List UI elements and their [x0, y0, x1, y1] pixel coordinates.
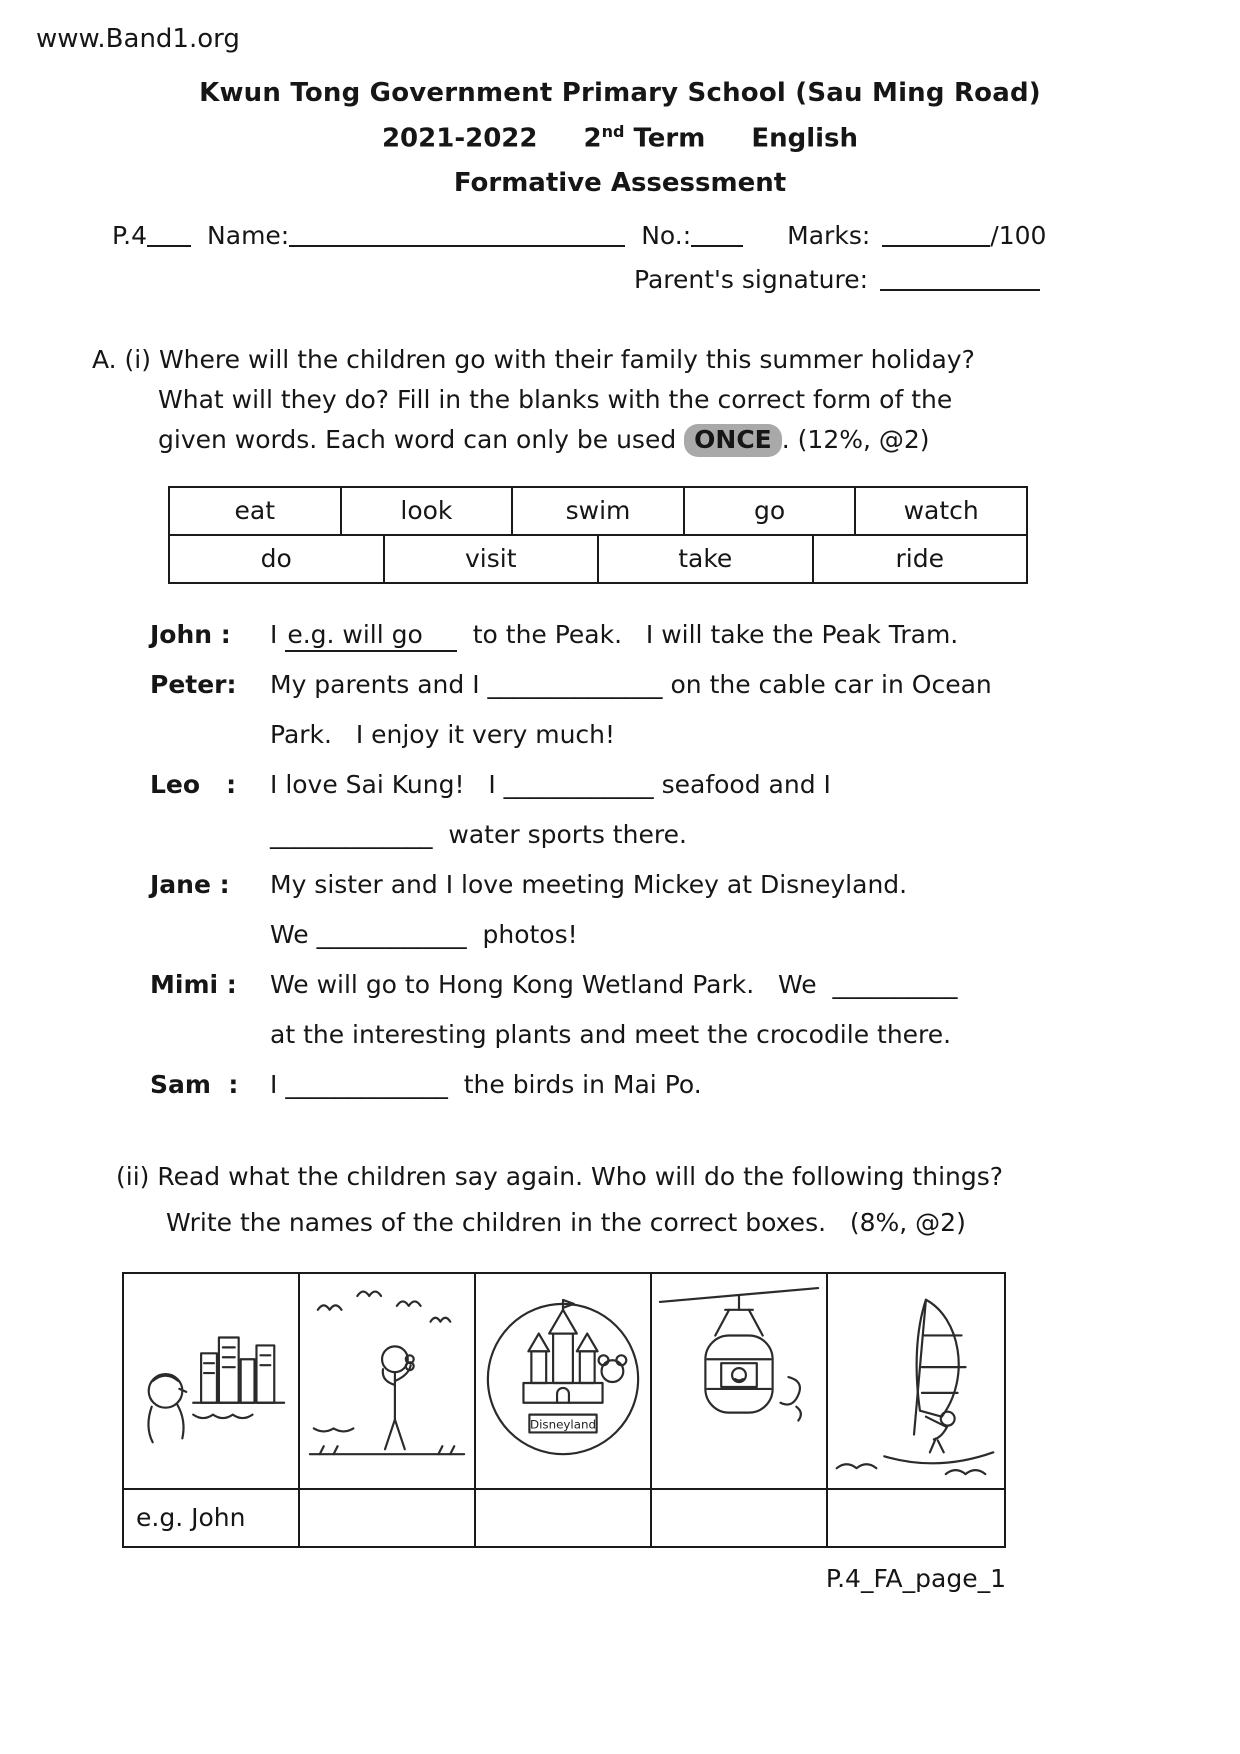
- word-bank-cell: do: [168, 534, 385, 584]
- answer-cell: [652, 1490, 828, 1546]
- speaker-lines: [270, 610, 958, 660]
- picture-cell-disneyland: [476, 1274, 652, 1490]
- answer-cell-example: e.g. John: [124, 1490, 300, 1546]
- school-name: Kwun Tong Government Primary School (Sau Ming Road): [199, 78, 1041, 108]
- speaker-name: Peter:: [150, 669, 237, 699]
- speaker-name: John :: [150, 619, 231, 649]
- speaker-lines: [270, 760, 831, 860]
- john-line-pre: I: [270, 619, 286, 649]
- assessment-title: Formative Assessment: [453, 167, 787, 198]
- word-bank-cell: take: [597, 534, 814, 584]
- dialogue-line: I _____________ the birds in Mai Po.: [270, 1069, 702, 1099]
- picture-answer-table: [122, 1272, 1006, 1548]
- name-blank: [289, 223, 625, 247]
- word-bank-cell: ride: [812, 534, 1029, 584]
- picture-cell-cable-car: [652, 1274, 828, 1490]
- dialogue-jane: [150, 860, 1240, 960]
- site-watermark: www.Band1.org: [36, 24, 240, 54]
- speaker-lines: [270, 960, 958, 1060]
- word-bank-row-2: [168, 534, 1028, 584]
- student-info-row: [112, 220, 1180, 250]
- word-bank-row-1: [168, 486, 1028, 536]
- dialogue-line: We ____________ photos!: [270, 919, 578, 949]
- word-bank-cell: eat: [168, 486, 342, 536]
- term-subject-line: [0, 122, 1240, 154]
- picture-cell-windsurfing: [828, 1274, 1004, 1490]
- peak-city-view-illustration: [124, 1274, 298, 1488]
- dialogue-line: My sister and I love meeting Mickey at Disneyland.: [270, 869, 908, 899]
- instruction-line-2: What will they do? Fill in the blanks with the correct form of the: [158, 384, 953, 414]
- speaker-name: Sam :: [150, 1069, 239, 1099]
- dialogue-line: I love Sai Kung! I ____________ seafood and I: [270, 769, 831, 799]
- page-footer: P.4_FA_page_1: [825, 1563, 1006, 1593]
- class-blank: [147, 223, 191, 247]
- dialogue-mimi: [150, 960, 1240, 1060]
- speaker-lines: [270, 660, 992, 760]
- picture-cell-birdwatching: [300, 1274, 476, 1490]
- speaker-name: Leo :: [150, 769, 237, 799]
- birdwatching-illustration: [300, 1274, 474, 1488]
- speaker-lines: [270, 860, 907, 960]
- no-blank: [691, 223, 743, 247]
- dialogue-leo: [150, 760, 1240, 860]
- term-number: 2: [583, 123, 602, 154]
- picture-cell-peak-view: [124, 1274, 300, 1490]
- instruction-line-3: [92, 420, 1240, 460]
- dialogue-line: We will go to Hong Kong Wetland Park. We __________: [270, 969, 958, 999]
- dialogue-line: Park. I enjoy it very much!: [270, 719, 616, 749]
- instruction-line-3-post: . (12%, @2): [781, 424, 930, 454]
- word-bank-table: [168, 486, 1028, 584]
- name-label: Name:: [207, 220, 290, 250]
- dialogue-line: My parents and I ______________ on the cable car in Ocean: [270, 669, 992, 699]
- dialogue-line: _____________ water sports there.: [270, 819, 687, 849]
- speaker-name: Jane :: [150, 869, 230, 899]
- no-label: No.:: [641, 220, 692, 250]
- once-highlight: ONCE: [684, 424, 782, 457]
- word-bank-cell: go: [683, 486, 857, 536]
- dialogue-line: at the interesting plants and meet the crocodile there.: [270, 1019, 952, 1049]
- school-year: 2021-2022: [381, 123, 538, 154]
- part-ii-line-2: Write the names of the children in the correct boxes. (8%, @2): [166, 1207, 966, 1237]
- disneyland-castle-illustration: [476, 1274, 650, 1488]
- word-bank-cell: visit: [383, 534, 600, 584]
- speaker-lines: [270, 1060, 702, 1110]
- marks-label: Marks:: [787, 220, 871, 250]
- dialogue-sam: [150, 1060, 1240, 1110]
- marks-blank: [882, 223, 990, 247]
- part-ii-line-1: (ii) Read what the children say again. Who will do the following things?: [116, 1161, 1004, 1191]
- windsurfing-illustration: [828, 1274, 1004, 1488]
- word-bank-cell: swim: [511, 486, 685, 536]
- john-line-post: to the Peak. I will take the Peak Tram.: [456, 619, 959, 649]
- dialogue-john: [150, 610, 1240, 660]
- class-label: P.4: [112, 220, 148, 250]
- answer-cell: [828, 1490, 1004, 1546]
- speaker-name: Mimi :: [150, 969, 237, 999]
- dialogue-peter: [150, 660, 1240, 760]
- instruction-line-3-pre: given words. Each word can only be used: [158, 424, 685, 454]
- answer-cell: [300, 1490, 476, 1546]
- signature-label: Parent's signature:: [634, 264, 869, 294]
- section-a-instructions: [92, 340, 1240, 460]
- cable-car-illustration: [652, 1274, 826, 1488]
- section-a-part-ii-instructions: [116, 1154, 1240, 1246]
- word-bank-cell: watch: [854, 486, 1028, 536]
- dialogue-section: [150, 610, 1240, 1110]
- signature-row: [634, 264, 1240, 294]
- term-ordinal: nd: [601, 122, 625, 141]
- signature-blank: [880, 267, 1040, 291]
- instruction-line-1: A. (i) Where will the children go with their family this summer holiday?: [92, 344, 975, 374]
- disneyland-label: Disneyland: [529, 1417, 597, 1432]
- example-answer-underlined: e.g. will go: [285, 620, 457, 652]
- answer-cell: [476, 1490, 652, 1546]
- word-bank-cell: look: [340, 486, 514, 536]
- subject: English: [751, 123, 859, 154]
- dialogue-line: [270, 610, 958, 660]
- marks-total: /100: [990, 220, 1047, 250]
- term-word: Term: [633, 123, 706, 154]
